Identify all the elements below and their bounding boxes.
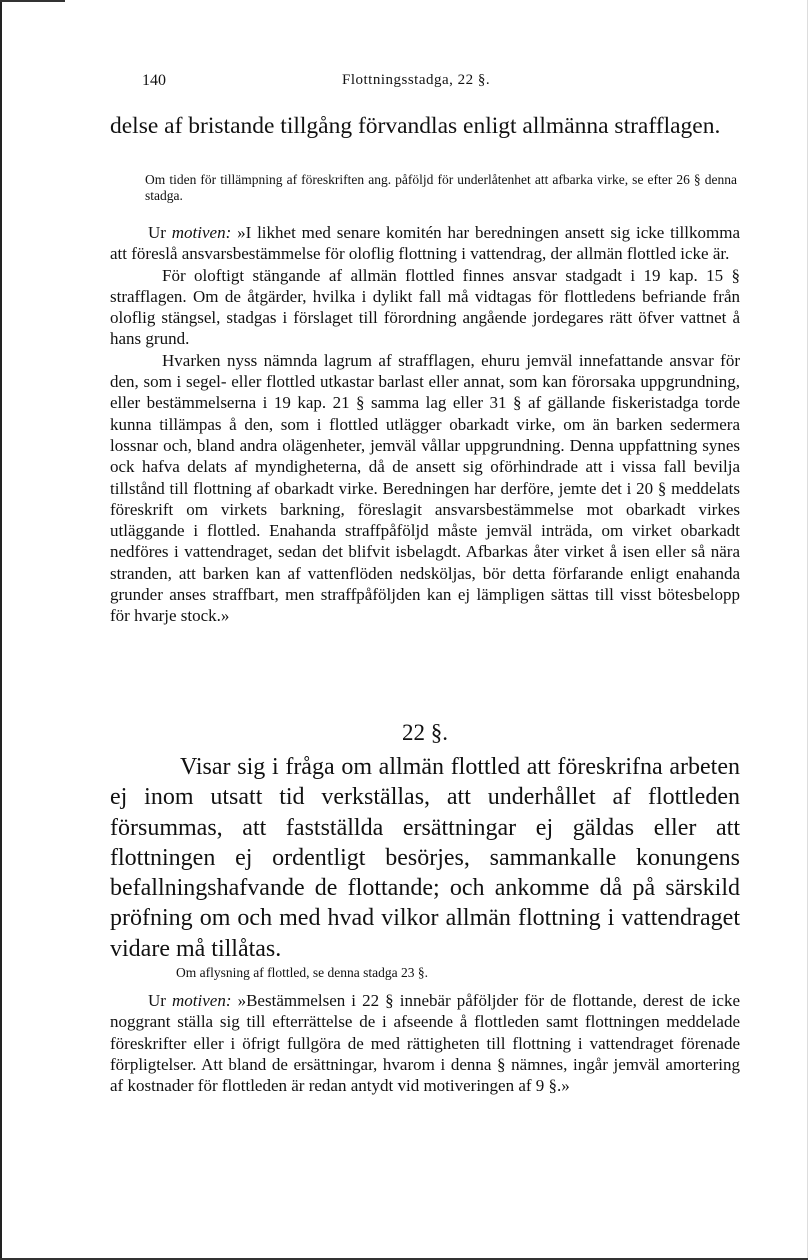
motives-paragraph-1: »I likhet med senare komitén har beredningen ansett sig icke tillkomma att föreslå ansvarsbestämmelse för oloflig flottning i vattendrag, der allmän flottled icke är. [110,223,740,264]
motives-label: motiven: [171,223,232,242]
section-heading: 22 §. [402,720,448,745]
running-title: Flottningsstadga, 22 §. [342,72,491,88]
note-afbarkning [145,172,737,204]
page-edge-top [0,0,65,2]
law-paragraph-22 [110,752,740,964]
intro-text: delse af bristande tillgång förvandlas enligt allmänna strafflagen. [110,113,721,139]
motives-lead-2: Ur [148,991,166,1010]
motives-lead: Ur [148,223,166,242]
motives-paragraph-22: »Bestämmelsen i 22 § innebär påföljder för de flottande, derest de icke noggrant ställa sig till efterrättelse de i afseende å flottleden samt flottningen meddelade föreskrifter eller i öfrigt fullgöra de med rättigheten till flottning i vattendraget förenade förpligtelser. Att bland de ersättningar, hvarom i denna § nämnes, ingår jemväl amortering af kostnader för flottleden är redan antydt vid motiveringen af 9 §.» [110,991,741,1096]
motives-section-22 [110,990,740,1096]
page-header [110,72,740,96]
note-text: Om tiden för tillämpning af föreskriften ang. påföljd för underlåtenhet att afbarka virke, se efter 26 § denna stadga. [145,172,737,203]
motives-paragraph-2: För oloftigt stängande af allmän flottled finnes ansvar stadgadt i 19 kap. 15 § strafflagen. Om de åtgärder, hvilka i dylikt fall må vidtagas för flottledens befriande från oloflig stängsel, stadgas i förslaget till förordning angående jordegares rätt öfver vattnet å hans grund. [110,265,740,349]
motives-label-2: motiven: [172,991,232,1010]
note-aflysning-text: Om aflysning af flottled, se denna stadga 23 §. [176,965,428,980]
law-text: Visar sig i fråga om allmän flottled att föreskrifna arbeten ej inom utsatt tid verkställas, att underhållet af flottleden försummas, att fastställda ersättningar ej gäldas eller att flottningen ej ordentligt besörjes, sammankalle konungens befallningshafvande de flottande; och ankomme då på särskild pröfning om och med hvad vilkor allmän flottning i vattendraget vidare må tillåtas. [110,754,740,962]
intro-paragraph [110,112,740,141]
motives-paragraph-3: Hvarken nyss nämnda lagrum af strafflagen, ehuru jemväl innefattande ansvar för den, som i segel- eller flottled utkastar barlast eller annat, som kan förorsaka uppgrundning, eller bestämmelserna i 19 kap. 21 § samma lag eller 31 § af gällande fiskeristadga torde kunna tillämpas å den, som i flottled utlägger obarkadt virke, om än barken sedermera lossnar och, bland andra olägenheter, jemväl vållar uppgrundning. Denna uppfattning synes ock hafva delats af myndigheterna, då de ansett sig oförhindrade att i vissa fall bevilja tillstånd till flottning af obarkadt virke. Beredningen har derföre, jemte det i 20 § meddelats föreskrift om virkets barkning, föreslagit ansvarsbestämmelse mot obarkadt virkes utläggande i flottled. Enahanda straffpåföljd måste jemväl inträda, om virket obarkadt nedföres i vattendraget, sedan det blifvit isbelagdt. Afbarkas åter virket å isen eller så nära stranden, att barken kan af vattenflöden nedsköljas, bör detta förfarande enligt enahanda grunder anses straffbart, men straffpåföljden kan ej lämpligen sättas till visst bötesbelopp för hvarje stock.» [110,350,740,626]
page-edge-left [0,0,2,1260]
note-aflysning [176,965,736,981]
motives-section-21 [110,222,740,627]
page-number: 140 [142,72,166,89]
